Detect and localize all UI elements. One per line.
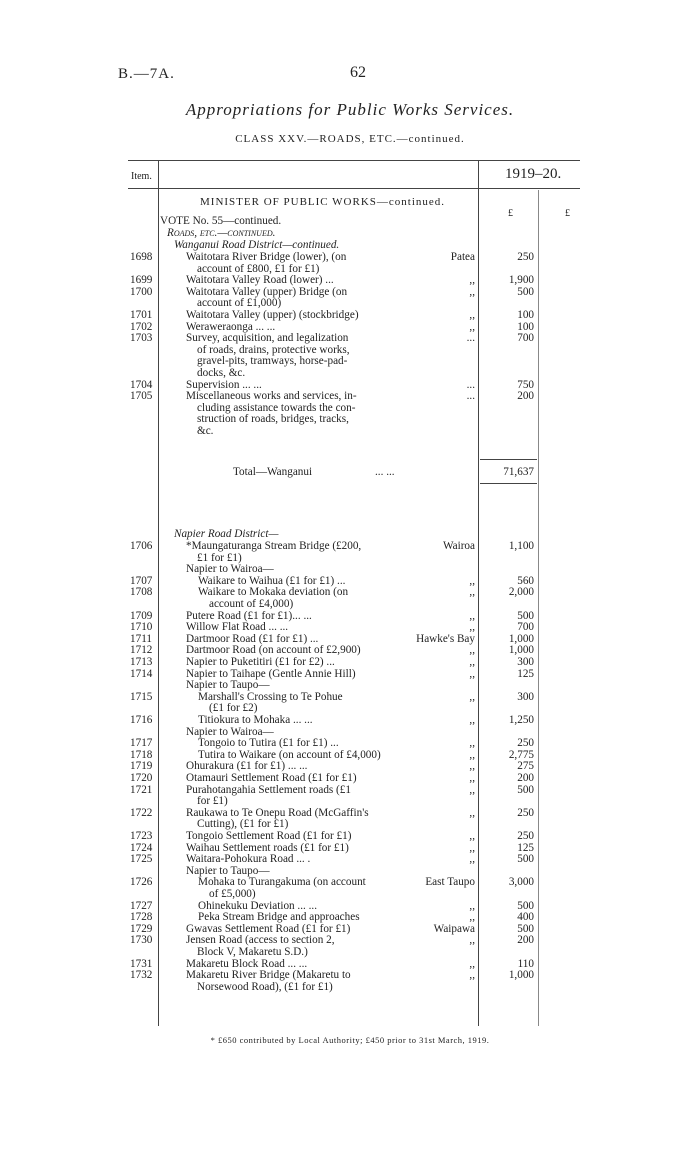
item-amount: 500: [517, 285, 534, 298]
electoral-district: ,,: [469, 783, 475, 796]
item-number: 1698: [130, 251, 153, 263]
electoral-district: ,,: [469, 934, 475, 947]
total-label: Total—Wanganui: [233, 466, 313, 478]
item-description: Raukawa to Te Onepu Road (McGaffin's: [186, 806, 369, 819]
document-reference: B.—7A.: [118, 66, 175, 82]
item-description: cluding assistance towards the con-: [197, 401, 356, 414]
item-description: account of £4,000): [209, 597, 294, 610]
item-number: 1707: [130, 574, 153, 587]
napier-district-heading: Napier Road District—: [174, 528, 279, 540]
item-description: of roads, drains, protective works,: [197, 343, 350, 356]
item-amount: 750: [517, 378, 534, 391]
item-description: Waitotara Valley (upper) Bridge (on: [186, 285, 348, 298]
item-amount: 200: [517, 934, 534, 947]
item-number: 1712: [130, 644, 153, 657]
item-number: 1722: [130, 806, 153, 819]
item-amount: 500: [517, 899, 534, 912]
item-amount: 110: [517, 957, 534, 970]
item-description: Waitotara River Bridge (lower), (on: [186, 251, 347, 263]
electoral-district: Wairoa: [442, 540, 475, 552]
page-title: Appropriations for Public Works Services.: [185, 100, 515, 119]
electoral-district: ,,: [469, 274, 475, 287]
amount-column-rule-left: [478, 160, 479, 1026]
electoral-district: Waipawa: [433, 922, 475, 935]
item-description: Napier to Taupo—: [186, 679, 270, 692]
electoral-district: ,,: [469, 899, 475, 912]
item-description: Titiokura to Mohaka ... ...: [198, 714, 313, 726]
item-amount: 1,250: [508, 714, 534, 726]
item-number: 1701: [130, 309, 153, 321]
item-number: 1703: [130, 332, 153, 345]
item-description: Mohaka to Turangakuma (on account: [198, 876, 366, 889]
item-amount: 300: [517, 656, 534, 668]
item-amount: 700: [517, 621, 534, 634]
item-column-header: Item.: [131, 171, 152, 182]
electoral-district: ,,: [469, 667, 475, 680]
item-description: struction of roads, bridges, tracks,: [197, 413, 349, 426]
electoral-district: ,,: [469, 621, 475, 634]
item-number: 1700: [130, 285, 153, 298]
item-number: 1726: [130, 876, 153, 889]
electoral-district: ,,: [469, 656, 475, 668]
item-description: Napier to Puketitiri (£1 for £2) ...: [186, 656, 335, 668]
electoral-district: ,,: [469, 853, 475, 866]
item-amount: 250: [517, 830, 534, 842]
item-description: Jensen Road (access to section 2,: [186, 934, 335, 947]
top-rule: [128, 160, 580, 161]
item-description: Waitara-Pohokura Road ... .: [186, 853, 311, 866]
item-description: Peka Stream Bridge and approaches: [198, 911, 360, 924]
item-description: Makaretu Block Road ... ...: [186, 957, 308, 970]
item-number: 1717: [130, 737, 153, 750]
item-number: 1710: [130, 621, 153, 634]
item-amount: 2,775: [508, 748, 534, 761]
item-number: 1732: [130, 969, 153, 982]
item-description: Napier to Taupo—: [186, 864, 270, 877]
header-rule: [128, 188, 580, 189]
item-number: 1720: [130, 772, 153, 784]
item-description: Waitotara Valley (upper) (stockbridge): [186, 309, 359, 321]
item-description: Purahotangahia Settlement roads (£1: [186, 783, 351, 796]
page-subtitle: CLASS XXV.—ROADS, ETC.—continued.: [235, 133, 465, 145]
electoral-district: ,,: [469, 806, 475, 819]
item-number: 1729: [130, 922, 153, 935]
item-description: Napier to Wairoa—: [186, 563, 274, 576]
item-number: 1724: [130, 841, 153, 854]
electoral-district: ...: [466, 332, 475, 345]
item-number: 1711: [130, 632, 152, 645]
item-amount: 2,000: [508, 586, 534, 599]
item-number: 1709: [130, 609, 153, 622]
item-amount: 1,000: [508, 644, 534, 657]
item-description: Ohinekuku Deviation ... ...: [198, 899, 318, 912]
electoral-district: Patea: [450, 251, 475, 263]
electoral-district: ,,: [469, 969, 475, 982]
electoral-district: ,,: [469, 609, 475, 622]
item-description: Block V, Makaretu S.D.): [197, 945, 308, 958]
item-number: 1706: [130, 540, 153, 552]
electoral-district: ...: [466, 378, 475, 391]
item-description: £1 for £1): [197, 551, 242, 564]
item-description: Gwavas Settlement Road (£1 for £1): [186, 922, 351, 935]
electoral-district: ,,: [469, 320, 475, 333]
item-description: Tutira to Waikare (on account of £4,000): [198, 748, 381, 761]
electoral-district: ,,: [469, 760, 475, 773]
total-amount: 71,637: [503, 466, 534, 478]
item-number: 1714: [130, 667, 153, 680]
item-description: Waikare to Waihua (£1 for £1) ...: [198, 574, 346, 587]
item-amount: 250: [517, 737, 534, 750]
item-description: Waihau Settlement roads (£1 for £1): [186, 841, 349, 854]
item-description: for £1): [197, 795, 228, 808]
total-rule-bottom: [480, 483, 537, 484]
item-number: 1721: [130, 783, 153, 796]
item-number: 1704: [130, 378, 153, 391]
item-description: of £5,000): [209, 887, 256, 900]
electoral-district: ,,: [469, 841, 475, 854]
item-amount: 1,000: [508, 969, 534, 982]
electoral-district: ,,: [469, 911, 475, 924]
amount-column-rule-mid: [538, 190, 539, 1026]
item-number: 1723: [130, 830, 153, 842]
item-amount: 500: [517, 922, 534, 935]
roads-heading: Roads, etc.—continued.: [167, 227, 276, 239]
item-description: Waitotara Valley Road (lower) ...: [186, 274, 334, 287]
item-description: account of £1,000): [197, 297, 282, 310]
vote-heading: VOTE No. 55—continued.: [160, 215, 282, 227]
page-number: 62: [350, 64, 366, 81]
item-amount: 250: [517, 806, 534, 819]
item-number: 1719: [130, 760, 153, 773]
currency-symbol: £: [565, 208, 570, 219]
item-number: 1713: [130, 656, 153, 668]
item-amount: 200: [517, 772, 534, 784]
item-number: 1708: [130, 586, 153, 599]
electoral-district: ,,: [469, 309, 475, 321]
item-description: docks, &c.: [197, 366, 246, 379]
footnote: * £650 contributed by Local Authority; £450 prior to 31st March, 1919.: [210, 1035, 490, 1045]
item-number: 1718: [130, 748, 153, 761]
electoral-district: ...: [466, 390, 475, 403]
item-description: Waikare to Mokaka deviation (on: [198, 586, 349, 599]
item-number: 1725: [130, 853, 153, 866]
electoral-district: East Taupo: [425, 876, 475, 889]
electoral-district: ,,: [469, 690, 475, 703]
item-number: 1705: [130, 390, 153, 403]
item-amount: 400: [517, 911, 534, 924]
item-description: Putere Road (£1 for £1)... ...: [186, 609, 312, 622]
item-number: 1728: [130, 911, 153, 924]
item-amount: 500: [517, 609, 534, 622]
item-amount: 200: [517, 390, 534, 403]
item-amount: 275: [517, 760, 534, 773]
item-description: Willow Flat Road ... ...: [186, 621, 289, 634]
item-description: Norsewood Road), (£1 for £1): [197, 980, 333, 993]
item-description: Tongoio Settlement Road (£1 for £1): [186, 830, 352, 842]
item-amount: 250: [517, 251, 534, 263]
year-column-header: 1919–20.: [505, 166, 562, 182]
item-number: 1731: [130, 957, 153, 970]
item-description: Otamauri Settlement Road (£1 for £1): [186, 772, 357, 784]
item-description: Napier to Taihape (Gentle Annie Hill): [186, 667, 356, 680]
electoral-district: ,,: [469, 285, 475, 298]
item-description: gravel-pits, tramways, horse-pad-: [197, 355, 348, 368]
electoral-district: ,,: [469, 748, 475, 761]
item-amount: 1,000: [508, 632, 534, 645]
electoral-district: ,,: [469, 714, 475, 726]
item-amount: 1,100: [508, 540, 534, 552]
electoral-district: ,,: [469, 830, 475, 842]
electoral-district: ,,: [469, 737, 475, 750]
item-number: 1702: [130, 320, 153, 333]
item-number: 1699: [130, 274, 153, 287]
item-amount: 100: [517, 309, 534, 321]
item-number: 1730: [130, 934, 153, 947]
item-description: *Maungaturanga Stream Bridge (£200,: [186, 540, 362, 552]
item-description: Dartmoor Road (on account of £2,900): [186, 644, 361, 657]
item-amount: 125: [517, 667, 534, 680]
total-leader-dots: ... ...: [375, 466, 395, 478]
wanganui-district-heading: Wanganui Road District—continued.: [174, 239, 340, 251]
item-number: 1727: [130, 899, 153, 912]
electoral-district: ,,: [469, 772, 475, 784]
item-description: Cutting), (£1 for £1): [197, 818, 289, 831]
item-description: Miscellaneous works and services, in-: [186, 390, 357, 403]
electoral-district: Hawke's Bay: [416, 632, 475, 645]
item-description: Survey, acquisition, and legalization: [186, 332, 349, 345]
item-description: Makaretu River Bridge (Makaretu to: [186, 969, 351, 982]
item-description: Supervision ... ...: [186, 378, 262, 391]
item-description: Marshall's Crossing to Te Pohue: [198, 690, 343, 703]
item-column-rule: [158, 160, 159, 1026]
item-number: 1716: [130, 714, 153, 726]
electoral-district: ,,: [469, 586, 475, 599]
electoral-district: ,,: [469, 574, 475, 587]
item-amount: 1,900: [508, 274, 534, 287]
item-amount: 125: [517, 841, 534, 854]
item-number: 1715: [130, 690, 153, 703]
item-description: Tongoio to Tutira (£1 for £1) ...: [198, 737, 339, 750]
electoral-district: ,,: [469, 957, 475, 970]
item-amount: 3,000: [508, 876, 534, 889]
total-rule-top: [480, 459, 537, 460]
item-amount: 100: [517, 320, 534, 333]
item-description: Dartmoor Road (£1 for £1) ...: [186, 632, 319, 645]
item-description: account of £800, £1 for £1): [197, 262, 320, 275]
ministry-heading: MINISTER OF PUBLIC WORKS—continued.: [200, 196, 446, 208]
item-amount: 300: [517, 690, 534, 703]
electoral-district: ,,: [469, 644, 475, 657]
item-description: Ohurakura (£1 for £1) ... ...: [186, 760, 308, 773]
currency-symbol: £: [508, 208, 513, 219]
item-description: Napier to Wairoa—: [186, 725, 274, 738]
item-amount: 500: [517, 853, 534, 866]
item-amount: 560: [517, 574, 534, 587]
item-amount: 700: [517, 332, 534, 345]
item-description: (£1 for £2): [209, 702, 258, 715]
item-description: Weraweraonga ... ...: [186, 320, 276, 333]
item-amount: 500: [517, 783, 534, 796]
item-description: &c.: [197, 424, 214, 437]
